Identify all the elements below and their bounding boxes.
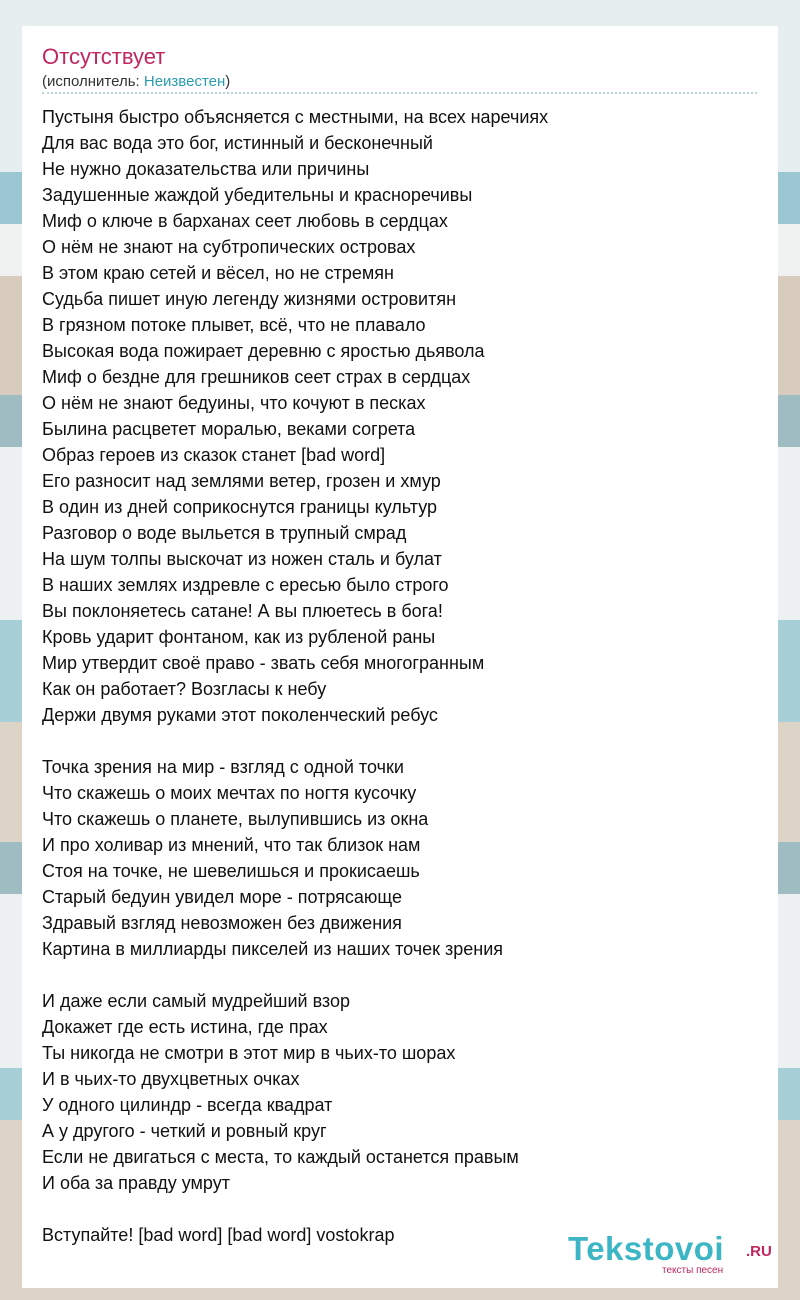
lyrics-card: [22, 26, 778, 1288]
lyric-line: Задушенные жаждой убедительны и красноречивы: [42, 185, 473, 205]
lyric-line: Докажет где есть истина, где прах: [42, 1017, 328, 1037]
lyrics-text: [42, 104, 762, 1248]
lyric-line: Картина в миллиарды пикселей из наших точек зрения: [42, 939, 504, 959]
lyric-line: Разговор о воде выльется в трупный смрад: [42, 523, 407, 543]
artist-link[interactable]: Неизвестен: [143, 73, 226, 90]
site-logo[interactable]: [568, 1229, 778, 1279]
lyric-line: У одного цилиндр - всегда квадрат: [42, 1095, 333, 1115]
lyric-line: Держи двумя руками этот поколенческий ребус: [42, 705, 438, 725]
stanza-gap: [42, 728, 762, 754]
lyric-line: Пустыня быстро объясняется с местными, на всех наречиях: [42, 107, 549, 127]
lyric-line: В один из дней соприкоснутся границы культур: [42, 497, 438, 517]
lyric-line: Точка зрения на мир - взгляд с одной точки: [42, 757, 404, 777]
lyric-line: Здравый взгляд невозможен без движения: [42, 913, 402, 933]
lyric-line: Как он работает? Возгласы к небу: [42, 679, 327, 699]
lyric-line: И даже если самый мудрейший взор: [42, 991, 350, 1011]
lyric-line: Судьба пишет иную легенду жизнями островитян: [42, 289, 457, 309]
lyric-line: В этом краю сетей и вёсел, но не стремян: [42, 263, 394, 283]
lyric-line: В грязном потоке плывет, всё, что не плавало: [42, 315, 426, 335]
lyric-line: Старый бедуин увидел море - потрясающе: [42, 887, 403, 907]
lyric-line: И про холивар из мнений, что так близок нам: [42, 835, 421, 855]
lyric-line: О нём не знают на субтропических островах: [42, 237, 416, 257]
title-divider: [42, 92, 757, 94]
lyric-line: Для вас вода это бог, истинный и бесконечный: [42, 133, 433, 153]
lyric-line: На шум толпы выскочат из ножен сталь и булат: [42, 549, 442, 569]
lyric-line: Что скажешь о моих мечтах по ногтя кусочку: [42, 783, 417, 803]
lyric-line: Не нужно доказательства или причины: [42, 159, 370, 179]
lyric-line: Былина расцветет моралью, веками согрета: [42, 419, 416, 439]
lyric-line: Вы поклоняетесь сатане! А вы плюетесь в бога!: [42, 601, 443, 621]
lyric-line: Вступайте! [bad word] [bad word] vostokrap: [42, 1225, 395, 1245]
lyric-line: Если не двигаться с места, то каждый останется правым: [42, 1147, 519, 1167]
lyric-line: В наших землях издревле с ересью было строго: [42, 575, 449, 595]
lyric-line: Миф о ключе в барханах сеет любовь в сердцах: [42, 211, 448, 231]
artist-suffix: ): [225, 73, 231, 90]
lyric-line: Миф о бездне для грешников сеет страх в сердцах: [42, 367, 471, 387]
lyric-line: Кровь ударит фонтаном, как из рубленой раны: [42, 627, 436, 647]
lyric-line: Образ героев из сказок станет [bad word]: [42, 445, 386, 465]
lyric-line: Стоя на точке, не шевелишься и прокисаешь: [42, 861, 420, 881]
logo-name: Tekstovoi: [568, 1230, 725, 1267]
artist-line: [42, 73, 230, 91]
lyric-line: О нём не знают бедуины, что кочуют в песках: [42, 393, 426, 413]
stanza-gap: [42, 1196, 762, 1222]
stanza-gap: [42, 962, 762, 988]
song-title: Отсутствует: [42, 44, 166, 69]
lyric-line: И оба за правду умрут: [42, 1173, 230, 1193]
logo-tld: .RU: [746, 1243, 772, 1260]
lyric-line: Высокая вода пожирает деревню с яростью дьявола: [42, 341, 485, 361]
lyric-line: А у другого - четкий и ровный круг: [42, 1121, 327, 1141]
artist-prefix: (исполнитель:: [42, 73, 144, 90]
lyric-line: Мир утвердит своё право - звать себя многогранным: [42, 653, 485, 673]
logo-tagline: тексты песен: [662, 1265, 724, 1276]
lyric-line: Ты никогда не смотри в этот мир в чьих-то шорах: [42, 1043, 456, 1063]
lyric-line: И в чьих-то двухцветных очках: [42, 1069, 300, 1089]
lyric-line: Его разносит над землями ветер, грозен и хмур: [42, 471, 441, 491]
lyric-line: Что скажешь о планете, вылупившись из окна: [42, 809, 429, 829]
